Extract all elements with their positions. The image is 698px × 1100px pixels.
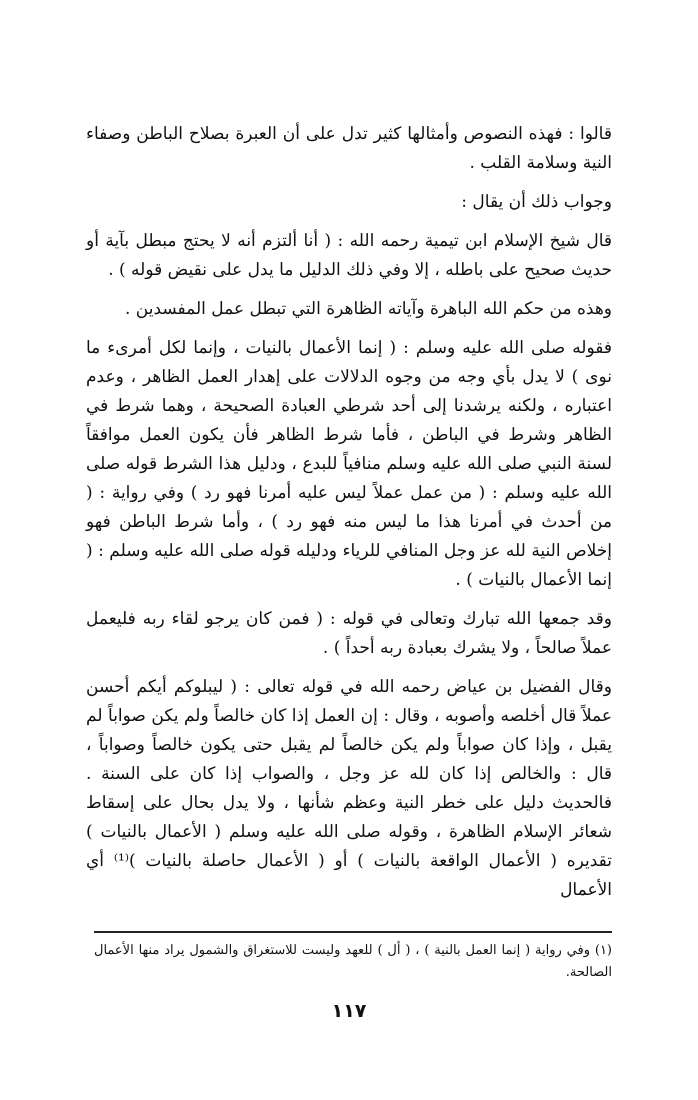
paragraph-quran-verse: وقد جمعها الله تبارك وتعالى في قوله : ( فمن كان يرجو لقاء ربه فليعمل عملاً صالحاً ، ولا يشرك بعبادة ربه أحداً ) . — [86, 609, 612, 658]
paragraph-ibn-taymiyyah-quote: قال شيخ الإسلام ابن تيمية رحمه الله : ( أنا ألتزم أنه لا يحتج مبطل بآية أو حديث صحيح على باطله ، إلا وفي ذلك الدليل ما يدل على نقيض قوله ) . — [86, 231, 612, 280]
page-number: ١١٧ — [331, 1000, 367, 1022]
paragraph-claim: قالوا : فهذه النصوص وأمثالها كثير تدل على أن العبرة بصلاح الباطن وصفاء النية وسلامة القلب . — [86, 124, 612, 173]
main-text — [86, 120, 612, 915]
paragraph-wisdom: وهذه من حكم الله الباهرة وآياته الظاهرة التي تبطل عمل المفسدين . — [124, 299, 612, 319]
paragraph-fudayl-quote: وقال الفضيل بن عياض رحمه الله في قوله تعالى : ( ليبلوكم أيكم أحسن عملاً قال أخلصه وأصوبه ، وقال : إن العمل إذا كان خالصاً ولم يكن صواباً لم يقبل ، وإذا كان صواباً ولم يكن خالصاً لم يقبل حتى يكون خالصاً وصواباً ، قال : والخالص إذا كان لله عز وجل ، والصواب إذا كان على السنة . فالحديث دليل على خطر النية وعظم شأنها ، ولا يدل بحال على إسقاط شعائر الإسلام الظاهرة ، وقوله صلى الله عليه وسلم ( الأعمال بالنيات ) تقديره ( الأعمال الواقعة بالنيات ) أو ( الأعمال حاصلة بالنيات )⁽¹⁾ أي الأعمال — [86, 677, 613, 900]
footnote-divider — [94, 931, 612, 933]
paragraph-hadith-explanation: فقوله صلى الله عليه وسلم : ( إنما الأعمال بالنيات ، وإنما لكل أمرىء ما نوى ) لا يدل بأي وجه من وجوه الدلالات على إهدار العمل الظاهر ، وعدم اعتباره ، ولكنه يرشدنا إلى أحد شرطي العبادة الصحيحة ، وهما شرط في الظاهر وشرط في الباطن ، فأما شرط الظاهر فأن يكون العمل موافقاً لسنة النبي صلى الله عليه وسلم منافياً للبدع ، ودليل هذا الشرط قوله صلى الله عليه وسلم : ( من عمل عملاً ليس عليه أمرنا فهو رد ) وفي رواية : ( من أحدث في أمرنا هذا ما ليس منه فهو رد ) ، وأما شرط الباطن فهو إخلاص النية لله عز وجل المنافي للرياء ودليله قوله صلى الله عليه وسلم : ( إنما الأعمال بالنيات ) . — [86, 338, 612, 590]
paragraph-answer-intro: وجواب ذلك أن يقال : — [461, 192, 612, 212]
footnote: (١) وفي رواية ( إنما العمل بالنية ) ، ( أل ) للعهد وليست للاستغراق والشمول يراد منها الأعمال الصالحة. — [94, 943, 612, 980]
